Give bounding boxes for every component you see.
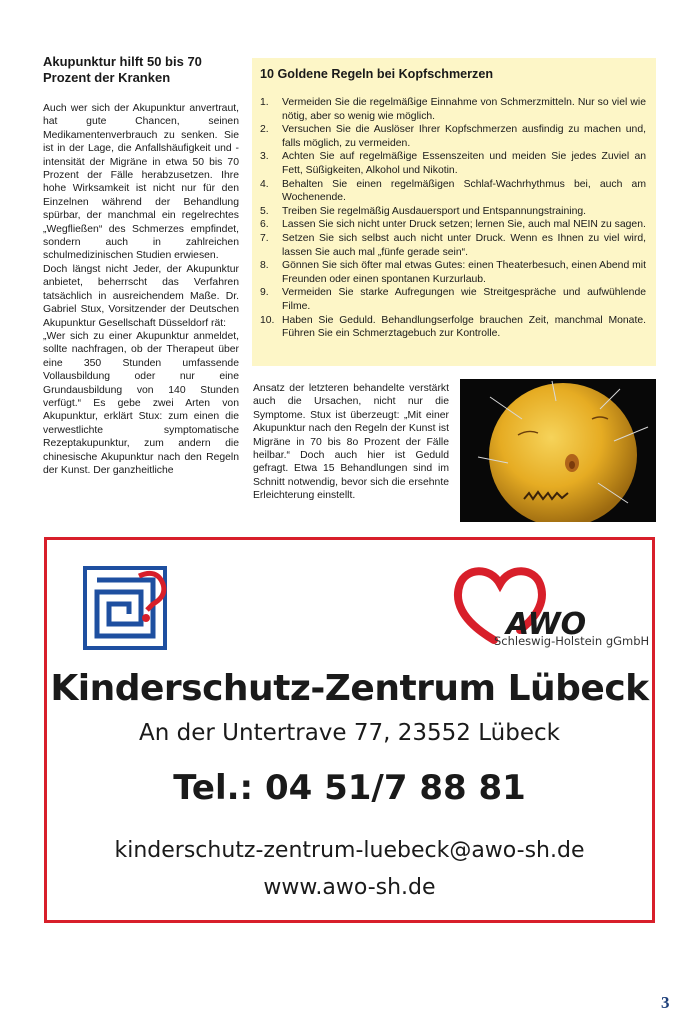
maze-logo-icon bbox=[83, 566, 167, 650]
article-paragraph-2: Doch längst nicht Jeder, der Akupunktur anbietet, beherrscht das Verfahren tatsächlich in ausreichendem Maße. Dr. Gabriel Stux, Vorsitzender der Deutschen Akupunktur Gesellschaft Düsseldorf rät: bbox=[43, 263, 239, 329]
rule-number: 9. bbox=[260, 287, 269, 299]
left-article bbox=[43, 54, 239, 477]
rule-text: Gönnen Sie sich öfter mal etwas Gutes: einen Theaterbesuch, einen Abend mit Freunden oder einen spontanen Kurzurlaub. bbox=[282, 260, 646, 285]
rule-text: Vermeiden Sie die regelmäßige Einnahme von Schmerzmitteln. Nur so viel wie nötig, aber so wenig wie möglich. bbox=[282, 97, 646, 122]
rule-item bbox=[260, 286, 646, 313]
rule-number: 3. bbox=[260, 151, 269, 163]
rule-text: Lassen Sie sich nicht unter Druck setzen; lernen Sie, auch mal NEIN zu sagen. bbox=[282, 219, 646, 231]
rule-item bbox=[260, 205, 646, 219]
rule-number: 4. bbox=[260, 178, 269, 190]
rule-number: 8. bbox=[260, 260, 269, 272]
continuation-text: Ansatz der letzteren behandelte verstärkt auch die Ursachen, nicht nur die Symptome. Stux ist überzeugt: „Mit einer Akupunktur nach den Regeln der Kunst ist Migräne in 70 bis 8o Prozent der Fälle heilbar.“ Doch auch hier ist Geduld gefragt. Etwa 15 Behandlungen sind im Schnitt notwendig, bevor sich die ersehnte Erleichterung einstellt. bbox=[253, 383, 449, 502]
rule-item bbox=[260, 178, 646, 205]
ad-address: An der Untertrave 77, 23552 Lübeck bbox=[139, 720, 560, 746]
rule-item bbox=[260, 218, 646, 232]
rule-number: 2. bbox=[260, 124, 269, 136]
rule-text: Treiben Sie regelmäßig Ausdauersport und Entspannungstraining. bbox=[282, 205, 587, 217]
rule-text: Setzen Sie sich selbst auch nicht unter Druck. Wenn es Ihnen zu viel wird, lassen Sie auch mal „fünfe gerade sein“. bbox=[282, 232, 646, 258]
rule-text: Achten Sie auf regelmäßige Essenszeiten und meiden Sie jedes Zuviel an Fett, Süßigkeiten, Alkohol und Nikotin. bbox=[282, 151, 646, 176]
article-paragraph-3: „Wer sich zu einer Akupunktur anmeldet, sollte nachfragen, ob der Therapeut über eine 350 Stunden umfassende Vollausbildung oder nur eine Grundausbildung von 140 Stunden verfügt.“ Es gebe zwei Arten von Akupunktur, erklärt Stux: zum einen die verwestlichte symptomatische Rezeptakupunktur, zum andern die chinesische Akupunktur nach den Regeln der Kunst. Der ganzheitliche bbox=[43, 330, 239, 476]
rule-item bbox=[260, 96, 646, 123]
rule-item bbox=[260, 259, 646, 286]
ad-title: Kinderschutz-Zentrum Lübeck bbox=[50, 668, 649, 709]
rule-text: Haben Sie Geduld. Behandlungserfolge brauchen Zeit, manchmal Monate. Führen Sie ein Schmerztagebuch zur Kontrolle. bbox=[282, 314, 646, 340]
page-number: 3 bbox=[661, 993, 670, 1012]
article-heading: Akupunktur hilft 50 bis 70 Prozent der Kranken bbox=[43, 54, 202, 85]
rules-list bbox=[260, 96, 646, 341]
rules-box bbox=[252, 58, 656, 366]
rule-number: 10. bbox=[260, 314, 275, 326]
rule-item bbox=[260, 150, 646, 177]
article-paragraph-1: Auch wer sich der Akupunktur anvertraut, hat gute Chancen, seinen Medikamentenverbrauch zu senken. Sie ist in der Lage, die Anfallshäufigkeit und -intensität der Migräne in etwa 50 bis 70 Prozent der Fälle herabzusetzen. Ihre hohe Wirksamkeit ist nicht nur für den Einzelnen während der Behandlung spürbar, der manchmal ein regelrechtes „Wegfließen“ des Schmerzes empfindet, sondern auch in zahlreichen schulmedizinischen Studien erwiesen. bbox=[43, 103, 239, 262]
ad-website: www.awo-sh.de bbox=[263, 875, 436, 900]
awo-logo-text: AWO bbox=[506, 607, 587, 642]
rule-item bbox=[260, 123, 646, 150]
rule-number: 7. bbox=[260, 232, 269, 244]
acupuncture-lemon-photo bbox=[460, 379, 656, 522]
ad-phone: Tel.: 04 51/7 88 81 bbox=[173, 768, 526, 808]
rule-number: 1. bbox=[260, 97, 269, 108]
rule-text: Behalten Sie einen regelmäßigen Schlaf-Wachrhythmus bei, auch am Wochenende. bbox=[282, 178, 646, 204]
rules-title: 10 Goldene Regeln bei Kopfschmerzen bbox=[260, 67, 494, 81]
rule-number: 6. bbox=[260, 219, 269, 231]
awo-subtitle: Schleswig-Holstein gGmbH bbox=[494, 634, 650, 648]
rule-item bbox=[260, 232, 646, 259]
rule-text: Vermeiden Sie starke Aufregungen wie Streitgespräche und aufwühlende Filme. bbox=[282, 287, 646, 312]
rule-text: Versuchen Sie die Auslöser Ihrer Kopfschmerzen ausfindig zu machen und, falls möglich, zu vermeiden. bbox=[282, 124, 646, 149]
rule-number: 5. bbox=[260, 205, 269, 217]
rule-item bbox=[260, 314, 646, 341]
ad-email: kinderschutz-zentrum-luebeck@awo-sh.de bbox=[114, 838, 585, 863]
advertisement-box bbox=[44, 537, 655, 923]
